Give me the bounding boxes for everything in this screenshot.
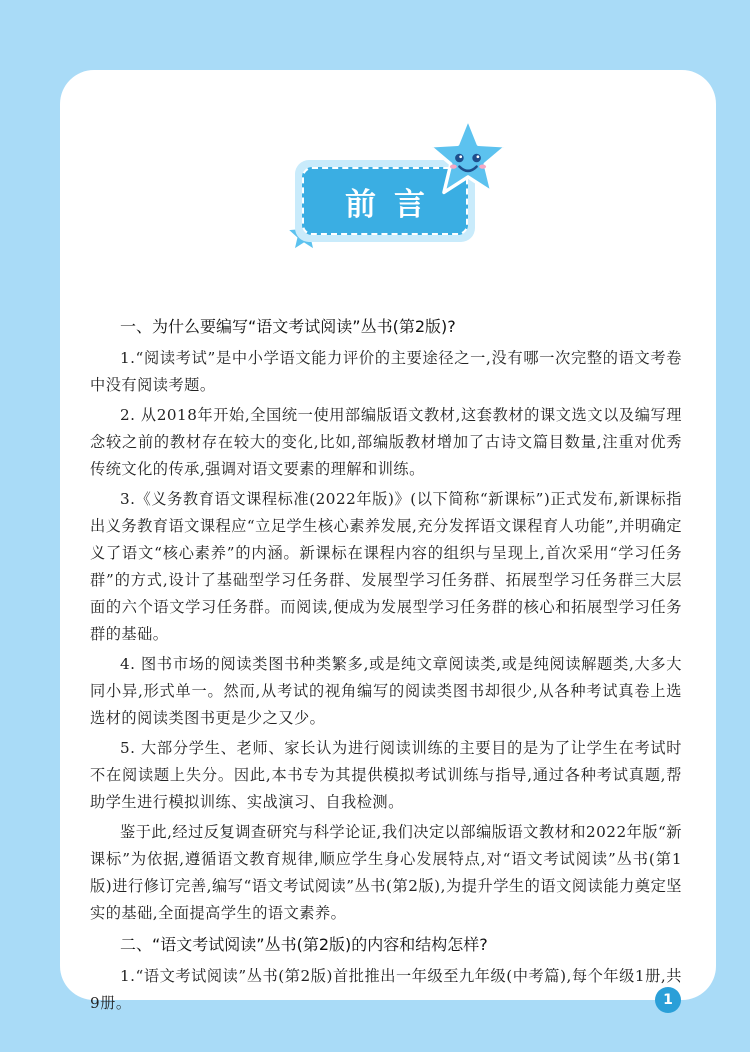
title-badge [285,115,525,255]
paragraph: 2. 从2018年开始,全国统一使用部编版语文教材,这套教材的课文选文以及编写理念较之前的教材存在较大的变化,比如,部编版教材增加了古诗文篇目数量,注重对优秀传统文化的传承,强调对语文要素的理解和训练。 [90,406,682,478]
paragraph: 1.“阅读考试”是中小学语文能力评价的主要途径之一,没有哪一次完整的语文考卷中没有阅读考题。 [90,349,682,394]
article-body [90,312,682,1017]
page-title: 前言 [345,186,443,223]
paragraph: 5. 大部分学生、老师、家长认为进行阅读训练的主要目的是为了让学生在考试时不在阅读题上失分。因此,本书专为其提供模拟考试训练与指导,通过各种考试真题,帮助学生进行模拟训练、实战演习、自我检测。 [90,739,682,811]
section-heading: 一、为什么要编写“语文考试阅读”丛书(第2版)? [120,317,456,336]
star-face-icon [425,115,511,201]
section-heading: 二、“语文考试阅读”丛书(第2版)的内容和结构怎样? [120,935,488,954]
paragraph: 3.《义务教育语文课程标准(2022年版)》(以下简称“新课标”)正式发布,新课标指出义务教育语文课程应“立足学生核心素养发展,充分发挥语文课程育人功能”,并明确定义了语文“核心素养”的内涵。新课标在课程内容的组织与呈现上,首次采用“学习任务群”的方式,设计了基础型学习任务群、发展型学习任务群、拓展型学习任务群三大层面的六个语文学习任务群。而阅读,便成为发展型学习任务群的核心和拓展型学习任务群的基础。 [90,490,682,643]
paragraph: 1.“语文考试阅读”丛书(第2版)首批推出一年级至九年级(中考篇),每个年级1册,共9册。 [90,967,682,1012]
page-number: 1 [655,987,681,1013]
paragraph: 4. 图书市场的阅读类图书种类繁多,或是纯文章阅读类,或是纯阅读解题类,大多大同小异,形式单一。然而,从考试的视角编写的阅读类图书却很少,从各种考试真卷上选选材的阅读类图书更是少之又少。 [90,655,682,727]
paragraph: 鉴于此,经过反复调查研究与科学论证,我们决定以部编版语文教材和2022年版“新课标”为依据,遵循语文教育规律,顺应学生身心发展特点,对“语文考试阅读”丛书(第1版)进行修订完善,编写“语文考试阅读”丛书(第2版),为提升学生的语文阅读能力奠定坚实的基础,全面提高学生的语文素养。 [90,823,682,922]
